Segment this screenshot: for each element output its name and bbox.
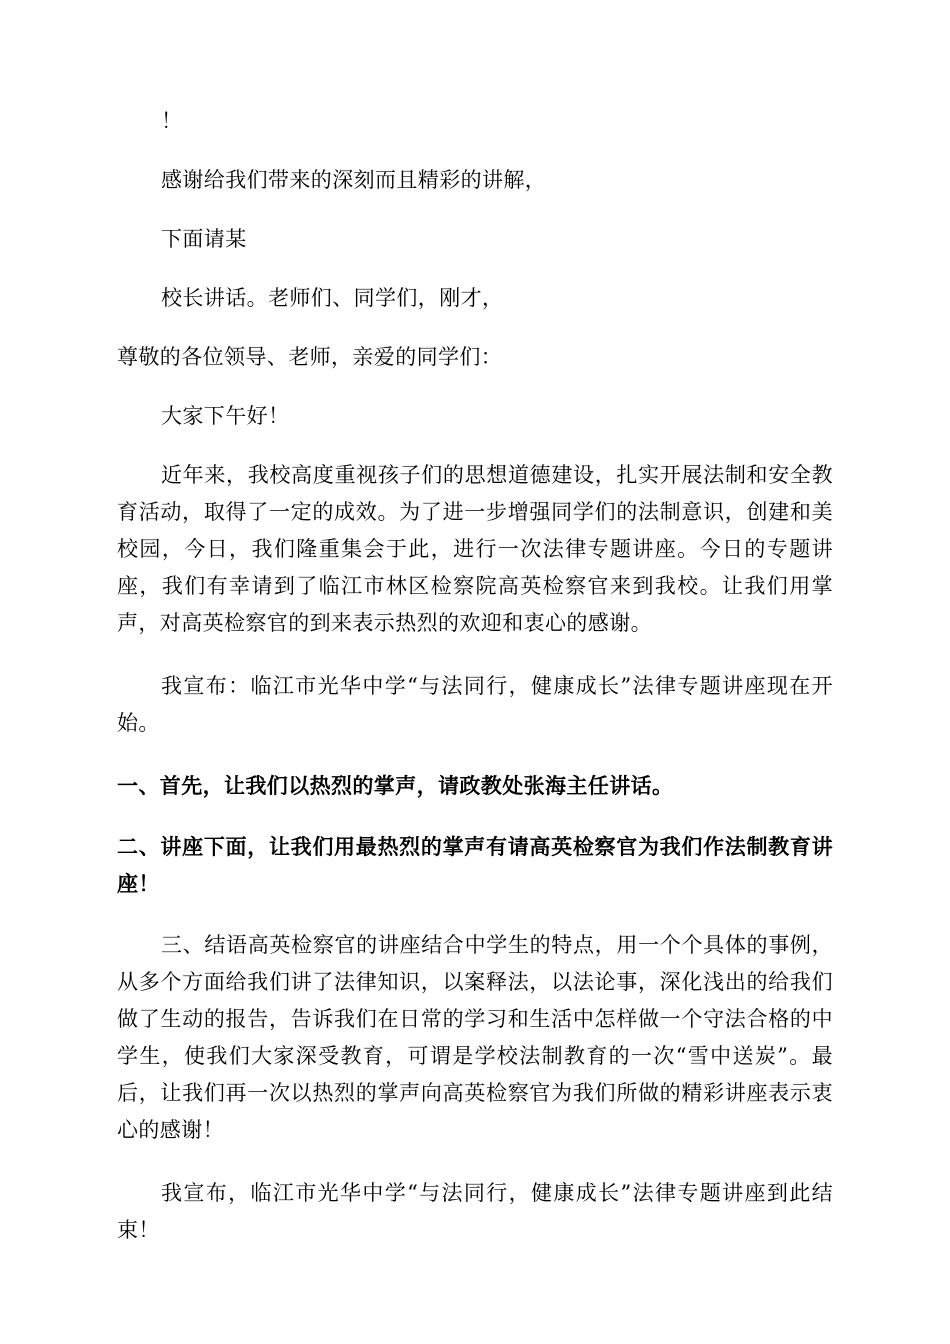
paragraph-conclusion: 三、结语高英检察官的讲座结合中学生的特点，用一个个具体的事例，从多个方面给我们讲了法律知识，以案释法，以法论事，深化浅出的给我们做了生动的报告，告诉我们在日常的学习和生活中怎样做一个守法合格的中学生，使我们大家深受教育，可谓是学校法制教育的一次“雪中送炭”。最后，让我们再一次以热烈的掌声向高英检察官为我们所做的精彩讲座表示衷心的感谢！	[117, 933, 833, 1142]
section-heading-two: 二、讲座下面，让我们用最热烈的掌声有请高英检察官为我们作法制教育讲座！	[117, 835, 833, 896]
document-page	[117, 103, 833, 1249]
paragraph-next-speaker: 下面请某	[161, 227, 247, 251]
paragraph-closing-announcement: 我宣布，临江市光华中学“与法同行，健康成长”法律专题讲座到此结束！	[117, 1181, 833, 1242]
paragraph-introduction: 近年来，我校高度重视孩子们的思想道德建设，扎实开展法制和安全教育活动，取得了一定的成效。为了进一步增强同学们的法制意识，创建和美校园，今日，我们隆重集会于此，进行一次法律专题讲座。今日的专题讲座，我们有幸请到了临江市林区检察院高英检察官来到我校。让我们用掌声，对高英检察官的到来表示热烈的欢迎和衷心的感谢。	[117, 463, 833, 635]
paragraph-salutation: 尊敬的各位领导、老师，亲爱的同学们：	[117, 345, 503, 369]
paragraph-thanks: 感谢给我们带来的深刻而且精彩的讲解，	[161, 168, 547, 192]
paragraph-opening-announcement: 我宣布：临江市光华中学“与法同行，健康成长”法律专题讲座现在开始。	[117, 674, 833, 735]
paragraph-principal-speech: 校长讲话。老师们、同学们，刚才，	[161, 286, 504, 310]
paragraph-greeting: 大家下午好！	[161, 404, 290, 428]
paragraph-exclamation: ！	[161, 109, 183, 133]
section-heading-one: 一、首先，让我们以热烈的掌声，请政教处张海主任讲话。	[117, 774, 674, 798]
